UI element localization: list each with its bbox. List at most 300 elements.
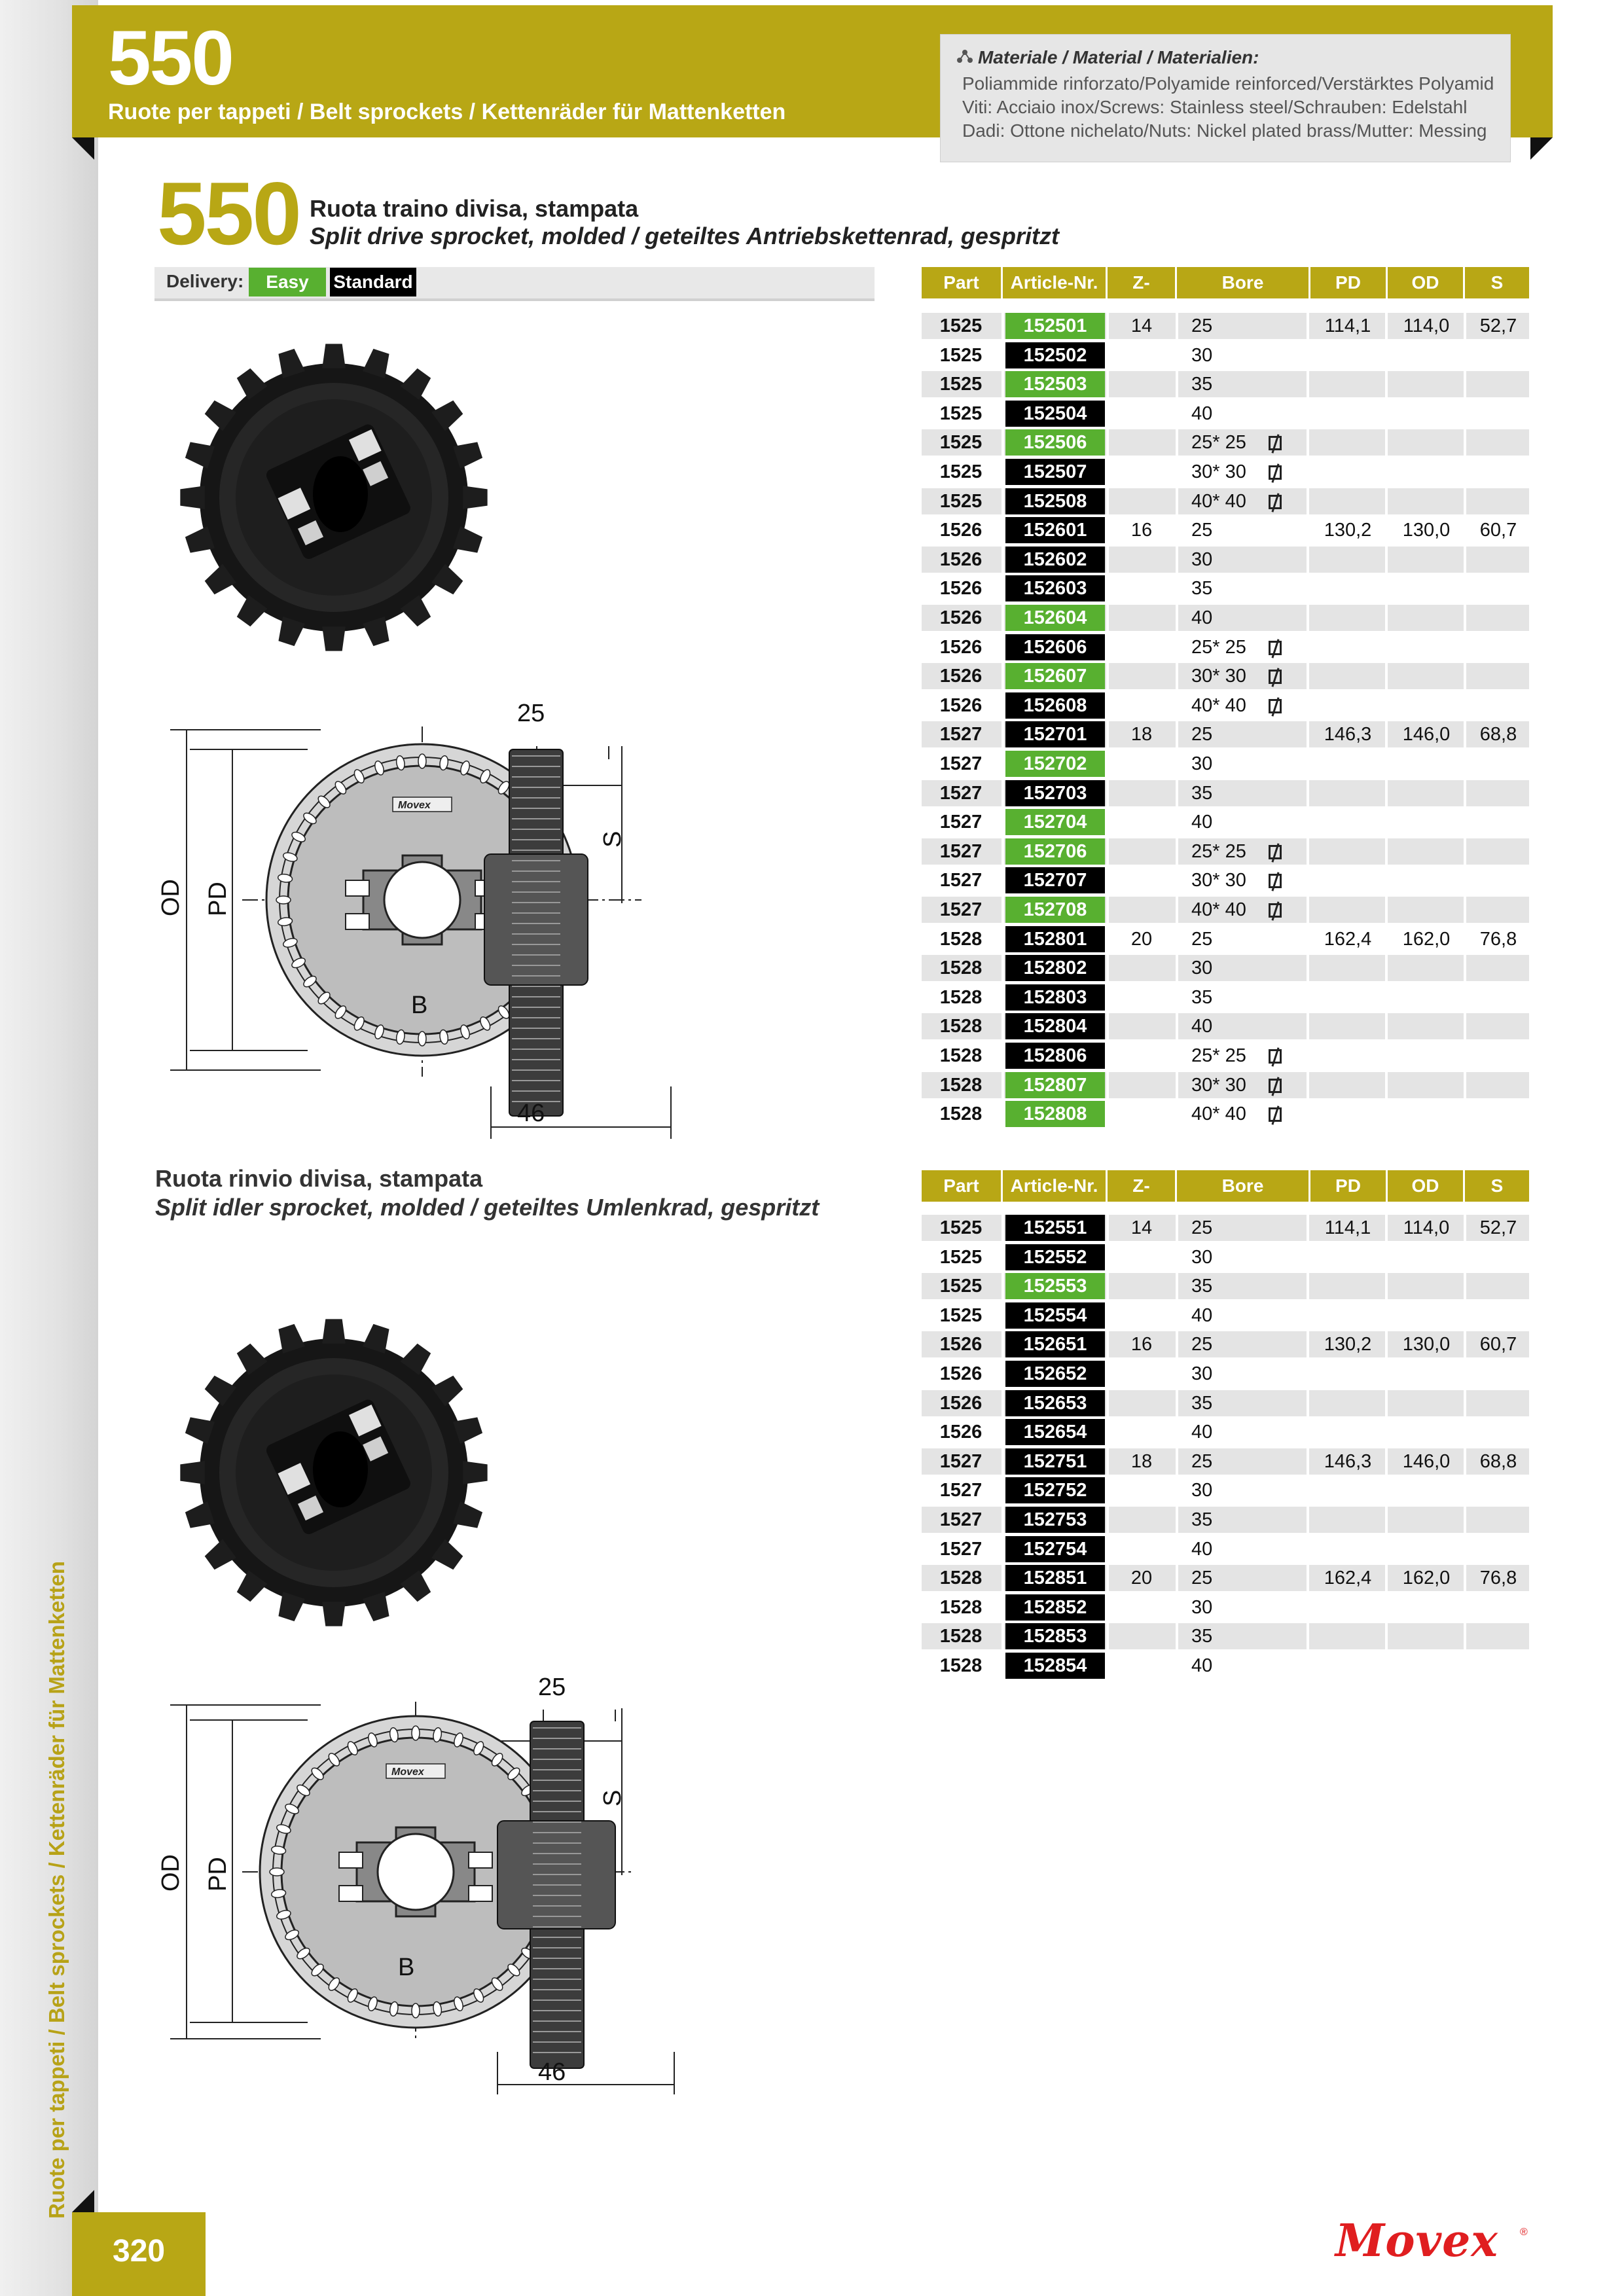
cell-part [922, 1215, 1000, 1241]
column-separator [1176, 1331, 1178, 1357]
cell-part [922, 838, 1000, 865]
column-separator [1001, 1013, 1004, 1039]
cell-s [1468, 313, 1529, 339]
cell-part [922, 897, 1000, 923]
column-separator [1106, 575, 1109, 601]
square-bore-icon [1269, 670, 1282, 684]
cell-bore [1178, 1273, 1290, 1299]
cell-pd [1310, 692, 1385, 719]
cell-article-text: 152752 [1023, 1480, 1087, 1501]
cell-bore-text: 25 [1191, 724, 1213, 745]
drawing-brand-label: Movex [391, 1767, 424, 1778]
sprocket-tooth [180, 486, 204, 509]
sprocket-tooth [322, 1602, 346, 1626]
col-z: Z- [1108, 1170, 1177, 1202]
column-separator [1385, 926, 1388, 952]
header-corner [72, 137, 94, 160]
cell-z-text: 18 [1130, 724, 1153, 745]
column-separator [1001, 867, 1004, 893]
cell-pd [1310, 371, 1385, 397]
cell-s [1468, 1565, 1529, 1591]
column-separator [1307, 984, 1309, 1011]
table-row [922, 1273, 1529, 1299]
cell-article-text: 152601 [1023, 520, 1087, 541]
cell-article-text: 152502 [1023, 344, 1087, 366]
cell-od [1389, 1043, 1464, 1069]
cell-bore-text: 25 [1191, 315, 1213, 336]
column-separator [1307, 1013, 1309, 1039]
table-row [922, 634, 1529, 660]
column-separator [1106, 605, 1109, 631]
cell-bore [1178, 838, 1290, 865]
column-separator [1001, 547, 1004, 573]
cell-part [922, 1390, 1000, 1416]
cell-article [1005, 1302, 1105, 1329]
column-separator [1001, 1419, 1004, 1445]
column-separator [1106, 429, 1109, 456]
cell-s [1468, 1390, 1529, 1416]
table-row [922, 1448, 1529, 1475]
column-separator [1385, 955, 1388, 981]
column-separator [1464, 1507, 1466, 1533]
column-separator [1176, 634, 1178, 660]
table-row [922, 1419, 1529, 1445]
section2-title: Ruota rinvio divisa, stampata [155, 1165, 483, 1192]
cell-article [1005, 313, 1105, 339]
column-separator [1176, 984, 1178, 1011]
cell-part [922, 1361, 1000, 1387]
cell-z [1109, 429, 1174, 456]
cell-s [1468, 1072, 1529, 1098]
cell-bore-text: 40* 40 [1191, 1103, 1246, 1125]
column-separator [1106, 1013, 1109, 1039]
cell-part [922, 1536, 1000, 1562]
column-separator [1176, 1477, 1178, 1503]
table-row [922, 342, 1529, 368]
cell-bore-text: 35 [1191, 1276, 1213, 1297]
column-separator [1001, 488, 1004, 514]
column-separator [1106, 1653, 1109, 1679]
cell-bore [1178, 1390, 1290, 1416]
cell-part-text: 1527 [939, 782, 983, 804]
cell-s [1468, 1215, 1529, 1241]
cell-part [922, 371, 1000, 397]
cell-bore-text: 25* 25 [1191, 1045, 1246, 1066]
cell-bore-text: 25* 25 [1191, 636, 1246, 658]
cell-z [1109, 838, 1174, 865]
cell-bore-text: 35 [1191, 1392, 1213, 1414]
column-separator [1106, 1244, 1109, 1270]
cell-article [1005, 1043, 1105, 1069]
column-separator [1001, 1043, 1004, 1069]
column-separator [1464, 955, 1466, 981]
cell-pd [1310, 1653, 1385, 1679]
cell-article [1005, 575, 1105, 601]
sprocket-tooth [180, 1461, 204, 1484]
cell-part-text: 1525 [939, 461, 983, 482]
cell-bore [1178, 692, 1290, 719]
column-separator [1176, 1536, 1178, 1562]
column-separator [1106, 1273, 1109, 1299]
cell-part [922, 313, 1000, 339]
table-row [922, 1072, 1529, 1098]
cell-article [1005, 1448, 1105, 1475]
cell-bore-text: 25 [1191, 520, 1213, 541]
cell-od [1389, 809, 1464, 835]
cell-pd-text: 146,3 [1324, 724, 1372, 745]
col-part: Part [922, 1170, 1003, 1202]
column-separator [1106, 342, 1109, 368]
column-separator [1176, 1507, 1178, 1533]
cell-od [1389, 459, 1464, 485]
cell-od [1389, 955, 1464, 981]
cell-bore [1178, 547, 1290, 573]
cell-bore [1178, 459, 1290, 485]
cell-pd [1310, 721, 1385, 747]
cell-article-text: 152554 [1023, 1304, 1087, 1326]
cell-z [1109, 984, 1174, 1011]
table-row [922, 663, 1529, 689]
cell-bore [1178, 1361, 1290, 1387]
cell-z [1109, 1273, 1174, 1299]
column-separator [1385, 313, 1388, 339]
cell-z [1109, 1101, 1174, 1127]
cell-s-text: 68,8 [1479, 724, 1517, 745]
cell-pd [1310, 429, 1385, 456]
column-separator [1464, 1244, 1466, 1270]
column-separator [1106, 692, 1109, 719]
cell-article [1005, 459, 1105, 485]
cell-article [1005, 897, 1105, 923]
column-separator [1001, 1653, 1004, 1679]
column-separator [1385, 1507, 1388, 1533]
cell-bore [1178, 517, 1290, 543]
cell-z-text: 14 [1130, 1217, 1153, 1238]
column-separator [1106, 1507, 1109, 1533]
cell-part [922, 663, 1000, 689]
cell-part-text: 1527 [939, 1509, 983, 1530]
column-separator [1307, 488, 1309, 514]
column-separator [1001, 634, 1004, 660]
cell-s [1468, 429, 1529, 456]
column-separator [1307, 1043, 1309, 1069]
cell-pd [1310, 897, 1385, 923]
cell-od [1389, 721, 1464, 747]
width-label-top: 25 [517, 700, 545, 727]
column-separator [1307, 1244, 1309, 1270]
column-separator [1307, 371, 1309, 397]
dim-pd-label: PD [204, 882, 232, 916]
table-row [922, 1390, 1529, 1416]
cell-article [1005, 605, 1105, 631]
cell-bore [1178, 1215, 1290, 1241]
cell-article [1005, 721, 1105, 747]
cell-article-text: 152652 [1023, 1363, 1087, 1384]
column-separator [1001, 313, 1004, 339]
col-od: OD [1388, 267, 1465, 298]
cell-bore-text: 25 [1191, 928, 1213, 950]
column-separator [1307, 1594, 1309, 1621]
column-separator [1464, 663, 1466, 689]
column-separator [1307, 634, 1309, 660]
cell-bore-text: 25 [1191, 1334, 1213, 1355]
column-separator [1385, 809, 1388, 835]
cell-article-text: 152504 [1023, 403, 1087, 424]
column-separator [1385, 1623, 1388, 1649]
cell-s [1468, 1013, 1529, 1039]
square-bore-icon [1269, 874, 1282, 888]
cell-article [1005, 342, 1105, 368]
column-separator [1001, 1536, 1004, 1562]
cell-od [1389, 1507, 1464, 1533]
column-separator [1307, 459, 1309, 485]
width-label-bottom: 46 [517, 1100, 545, 1127]
cell-z [1109, 1448, 1174, 1475]
sprocket-tooth [322, 626, 346, 651]
col-part: Part [922, 267, 1003, 298]
cell-s [1468, 751, 1529, 777]
cell-article-text: 152702 [1023, 753, 1087, 774]
column-separator [1176, 1448, 1178, 1475]
column-separator [1307, 955, 1309, 981]
column-separator [1464, 809, 1466, 835]
cell-od [1389, 1536, 1464, 1562]
cell-part-text: 1527 [939, 840, 983, 862]
cell-part [922, 1101, 1000, 1127]
column-separator [1001, 809, 1004, 835]
table-row [922, 809, 1529, 835]
page-corner [72, 2190, 94, 2212]
cell-pd [1310, 1072, 1385, 1098]
cell-od [1389, 1565, 1464, 1591]
cell-z [1109, 1419, 1174, 1445]
column-separator [1176, 838, 1178, 865]
cell-s [1468, 721, 1529, 747]
column-separator [1176, 1653, 1178, 1679]
cell-s [1468, 517, 1529, 543]
table-row [922, 401, 1529, 427]
cell-bore [1178, 780, 1290, 806]
sprocket-tooth [322, 344, 346, 368]
column-separator [1307, 721, 1309, 747]
cell-bore [1178, 926, 1290, 952]
column-separator [1001, 342, 1004, 368]
column-separator [1307, 517, 1309, 543]
cell-part [922, 955, 1000, 981]
cell-bore [1178, 575, 1290, 601]
cell-article-text: 152707 [1023, 870, 1087, 891]
column-separator [1464, 1390, 1466, 1416]
column-separator [1176, 1594, 1178, 1621]
cell-article [1005, 488, 1105, 514]
cell-article-text: 152506 [1023, 432, 1087, 454]
cell-article-text: 152552 [1023, 1246, 1087, 1268]
section-title: Ruota traino divisa, stampata [310, 195, 639, 222]
column-separator [1307, 547, 1309, 573]
column-separator [1176, 605, 1178, 631]
column-separator [1106, 401, 1109, 427]
cell-s [1468, 371, 1529, 397]
cell-bore [1178, 1244, 1290, 1270]
column-separator [1385, 663, 1388, 689]
cell-article-text: 152654 [1023, 1422, 1087, 1443]
cell-s [1468, 838, 1529, 865]
cell-s [1468, 1594, 1529, 1621]
table-row [922, 1507, 1529, 1533]
cell-part-text: 1526 [939, 1422, 983, 1443]
materials-line: Poliammide rinforzato/Polyamide reinforced/Verstärktes Polyamid [962, 73, 1494, 94]
cell-od [1389, 751, 1464, 777]
table-row [922, 1215, 1529, 1241]
cell-pd [1310, 867, 1385, 893]
cell-part-text: 1525 [939, 432, 983, 454]
col-article: Article-Nr. [1003, 267, 1108, 298]
cell-od [1389, 1101, 1464, 1127]
cell-pd [1310, 342, 1385, 368]
cell-z [1109, 1594, 1174, 1621]
cell-od [1389, 1215, 1464, 1241]
cell-z-text: 18 [1130, 1450, 1153, 1472]
column-separator [1106, 897, 1109, 923]
column-separator [1385, 1448, 1388, 1475]
square-bore-icon [1269, 1079, 1282, 1093]
cell-part [922, 1565, 1000, 1591]
column-separator [1464, 1477, 1466, 1503]
column-separator [1464, 692, 1466, 719]
column-separator [1106, 1072, 1109, 1098]
column-separator [1176, 1273, 1178, 1299]
cell-od [1389, 897, 1464, 923]
column-separator [1385, 429, 1388, 456]
column-separator [1106, 1565, 1109, 1591]
cell-article [1005, 1273, 1105, 1299]
column-separator [1385, 838, 1388, 865]
cell-z-text: 16 [1130, 1334, 1153, 1355]
cell-pd [1310, 547, 1385, 573]
column-separator [1106, 634, 1109, 660]
column-separator [1385, 1536, 1388, 1562]
cell-pd [1310, 1273, 1385, 1299]
cell-article-text: 152802 [1023, 958, 1087, 979]
dim-s-label: S [599, 831, 626, 848]
sprocket-tooth [322, 1319, 346, 1343]
column-separator [1464, 751, 1466, 777]
column-separator [1106, 955, 1109, 981]
cell-pd [1310, 488, 1385, 514]
drive-sprocket-photo [177, 331, 504, 671]
column-separator [1106, 1215, 1109, 1241]
drawing-tooth [276, 896, 291, 904]
cell-bore-text: 40 [1191, 403, 1213, 424]
column-separator [1307, 926, 1309, 952]
cell-part [922, 429, 1000, 456]
column-separator [1385, 371, 1388, 397]
cell-s [1468, 926, 1529, 952]
column-separator [1464, 401, 1466, 427]
cell-s-text: 76,8 [1479, 1568, 1517, 1589]
column-separator [1001, 1072, 1004, 1098]
cell-od [1389, 1653, 1464, 1679]
cell-pd [1310, 1244, 1385, 1270]
column-separator [1464, 517, 1466, 543]
column-separator [1307, 1101, 1309, 1127]
cell-od [1389, 663, 1464, 689]
table-row [922, 1013, 1529, 1039]
cell-bore [1178, 313, 1290, 339]
cell-z [1109, 721, 1174, 747]
drawing-tooth [418, 754, 426, 768]
cell-article [1005, 1565, 1105, 1591]
cell-od-text: 162,0 [1402, 1568, 1451, 1589]
cell-bore [1178, 1072, 1290, 1098]
column-separator [1307, 897, 1309, 923]
column-separator [1385, 867, 1388, 893]
table-row [922, 1043, 1529, 1069]
column-separator [1106, 926, 1109, 952]
cell-pd [1310, 634, 1385, 660]
cell-z [1109, 1623, 1174, 1649]
cell-article [1005, 984, 1105, 1011]
cell-article [1005, 429, 1105, 456]
cell-part [922, 517, 1000, 543]
cell-pd [1310, 313, 1385, 339]
cell-bore [1178, 605, 1290, 631]
column-separator [1106, 1302, 1109, 1329]
cell-part-text: 1527 [939, 899, 983, 920]
column-separator [1176, 371, 1178, 397]
cell-od [1389, 1419, 1464, 1445]
column-separator [1001, 721, 1004, 747]
column-separator [1176, 1565, 1178, 1591]
table-row [922, 955, 1529, 981]
cell-article-text: 152801 [1023, 928, 1087, 950]
cell-bore [1178, 1507, 1290, 1533]
table-row [922, 867, 1529, 893]
cell-bore-text: 30 [1191, 344, 1213, 366]
cell-od [1389, 984, 1464, 1011]
cell-z [1109, 809, 1174, 835]
column-separator [1001, 605, 1004, 631]
cell-article [1005, 926, 1105, 952]
materials-line: Dadi: Ottone nichelato/Nuts: Nickel plated brass/Mutter: Messing [962, 120, 1487, 141]
cell-od-text: 114,0 [1403, 315, 1450, 336]
column-separator [1001, 1390, 1004, 1416]
column-separator [1106, 809, 1109, 835]
column-separator [1307, 838, 1309, 865]
cell-bore [1178, 1565, 1290, 1591]
idler-sprocket-drawing [151, 1649, 805, 2101]
column-separator [1176, 926, 1178, 952]
cell-pd [1310, 809, 1385, 835]
cell-bore [1178, 1043, 1290, 1069]
cell-s [1468, 634, 1529, 660]
cell-bore [1178, 984, 1290, 1011]
cell-part-text: 1528 [939, 986, 983, 1008]
cell-bore [1178, 1013, 1290, 1039]
cell-z [1109, 547, 1174, 573]
cell-part [922, 1043, 1000, 1069]
column-separator [1385, 780, 1388, 806]
cell-article-text: 152503 [1023, 374, 1087, 395]
column-separator [1176, 488, 1178, 514]
column-separator [1464, 1536, 1466, 1562]
cell-part [922, 1653, 1000, 1679]
table-row [922, 780, 1529, 806]
cell-bore-text: 35 [1191, 374, 1213, 395]
cell-bore-text: 40 [1191, 812, 1213, 833]
column-separator [1001, 459, 1004, 485]
cell-bore-text: 25 [1191, 1450, 1213, 1472]
